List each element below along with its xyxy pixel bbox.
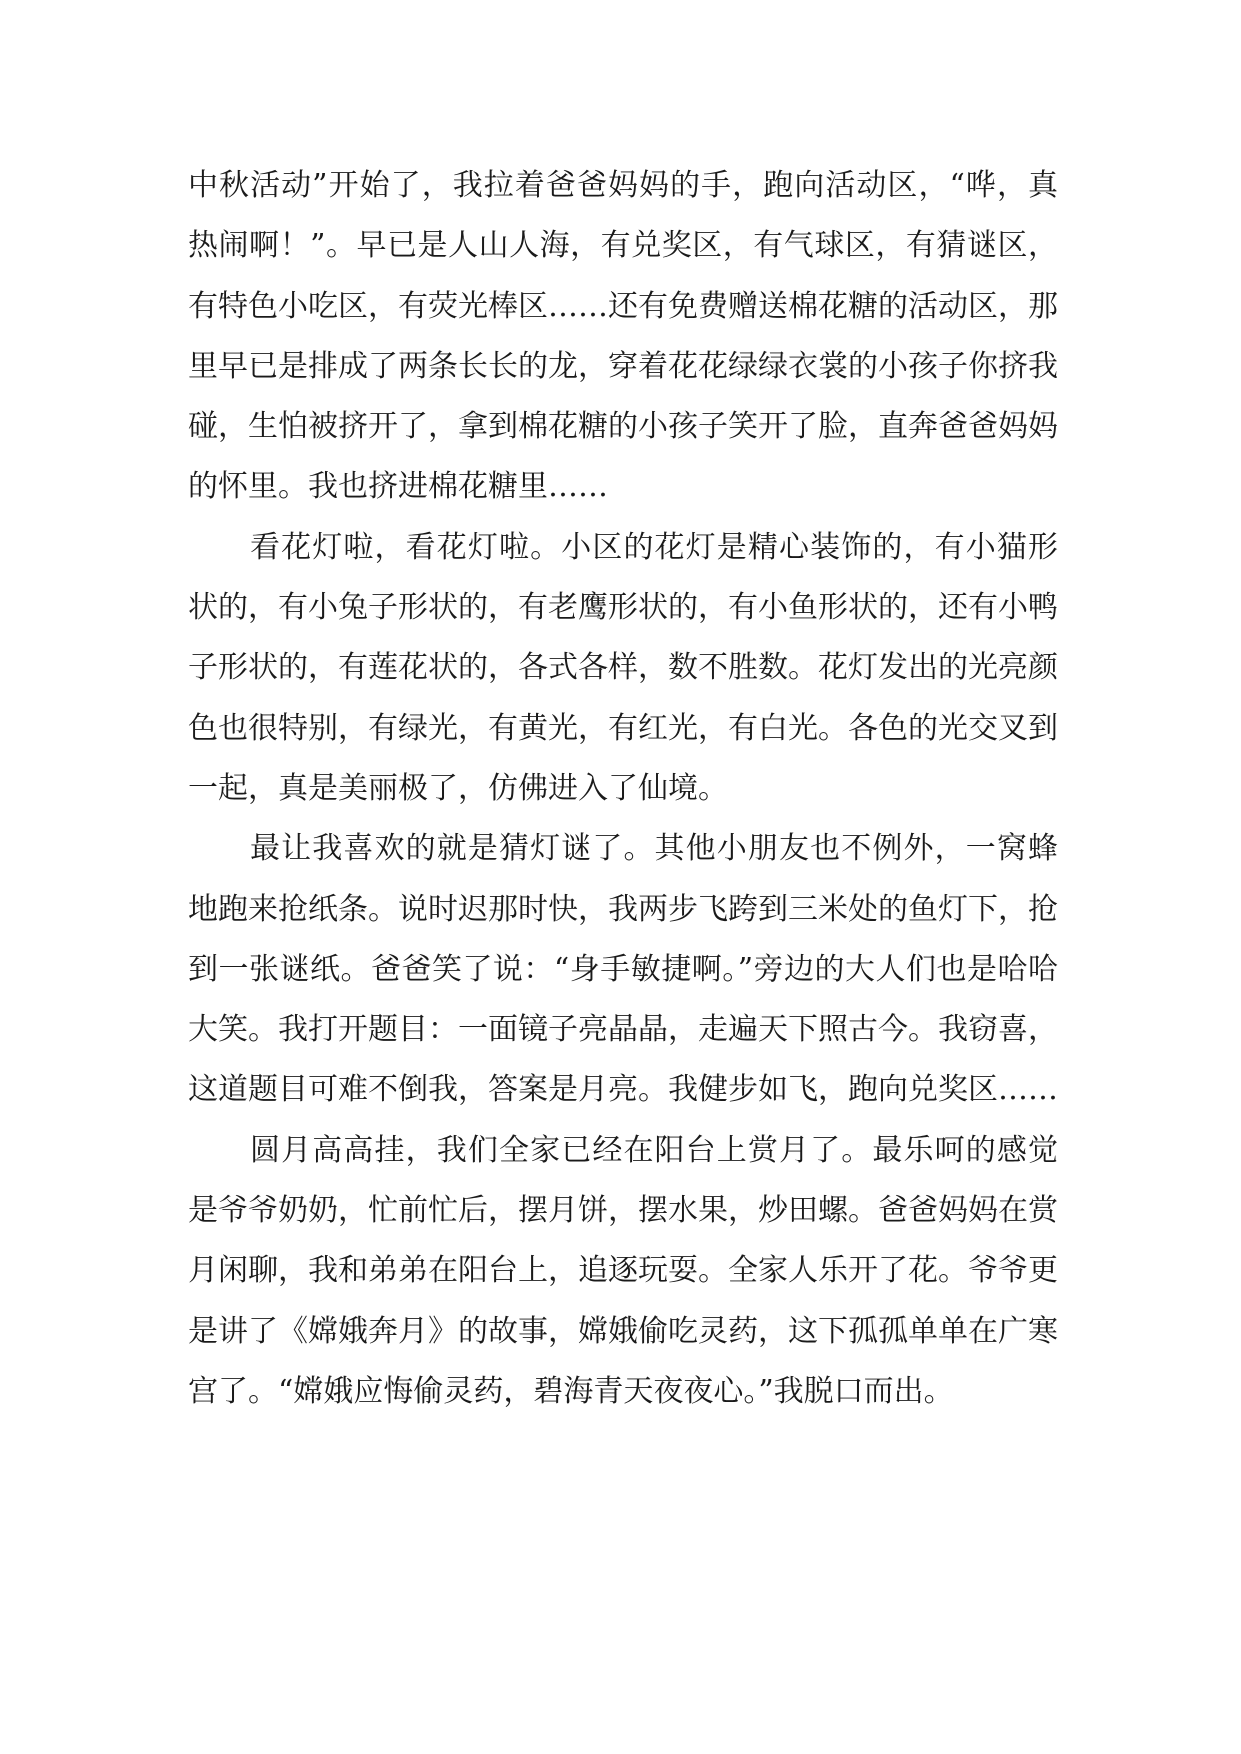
paragraph-3: 最让我喜欢的就是猜灯谜了。其他小朋友也不例外，一窝蜂地跑来抢纸条。说时迟那时快，我两步飞跨到三米处的鱼灯下，抢到一张谜纸。爸爸笑了说：“身手敏捷啊。”旁边的大人们也是哈哈大笑。我打开题目：一面镜子亮晶晶，走遍天下照古今。我窃喜，这道题目可难不倒我，答案是月亮。我健步如飞，跑向兑奖区…… xyxy=(188,831,1058,1108)
paragraph-4: 圆月高高挂，我们全家已经在阳台上赏月了。最乐呵的感觉是爷爷奶奶，忙前忙后，摆月饼，摆水果，炒田螺。爸爸妈妈在赏月闲聊，我和弟弟在阳台上，追逐玩耍。全家人乐开了花。爷爷更是讲了《嫦娥奔月》的故事，嫦娥偷吃灵药，这下孤孤单单在广寒宫了。“嫦娥应悔偷灵药，碧海青天夜夜心。”我脱口而出。 xyxy=(188,1132,1058,1409)
essay-body xyxy=(188,156,1058,1422)
paragraph-1: 中秋活动”开始了，我拉着爸爸妈妈的手，跑向活动区，“哗，真热闹啊！”。早已是人山人海，有兑奖区，有气球区，有猜谜区，有特色小吃区，有荧光棒区……还有免费赠送棉花糖的活动区，那里早已是排成了两条长长的龙，穿着花花绿绿衣裳的小孩子你挤我碰，生怕被挤开了，拿到棉花糖的小孩子笑开了脸，直奔爸爸妈妈的怀里。我也挤进棉花糖里…… xyxy=(188,168,1058,505)
paragraph-2: 看花灯啦，看花灯啦。小区的花灯是精心装饰的，有小猫形状的，有小兔子形状的，有老鹰形状的，有小鱼形状的，还有小鸭子形状的，有莲花状的，各式各样，数不胜数。花灯发出的光亮颜色也很特别，有绿光，有黄光，有红光，有白光。各色的光交叉到一起，真是美丽极了，仿佛进入了仙境。 xyxy=(188,529,1058,806)
